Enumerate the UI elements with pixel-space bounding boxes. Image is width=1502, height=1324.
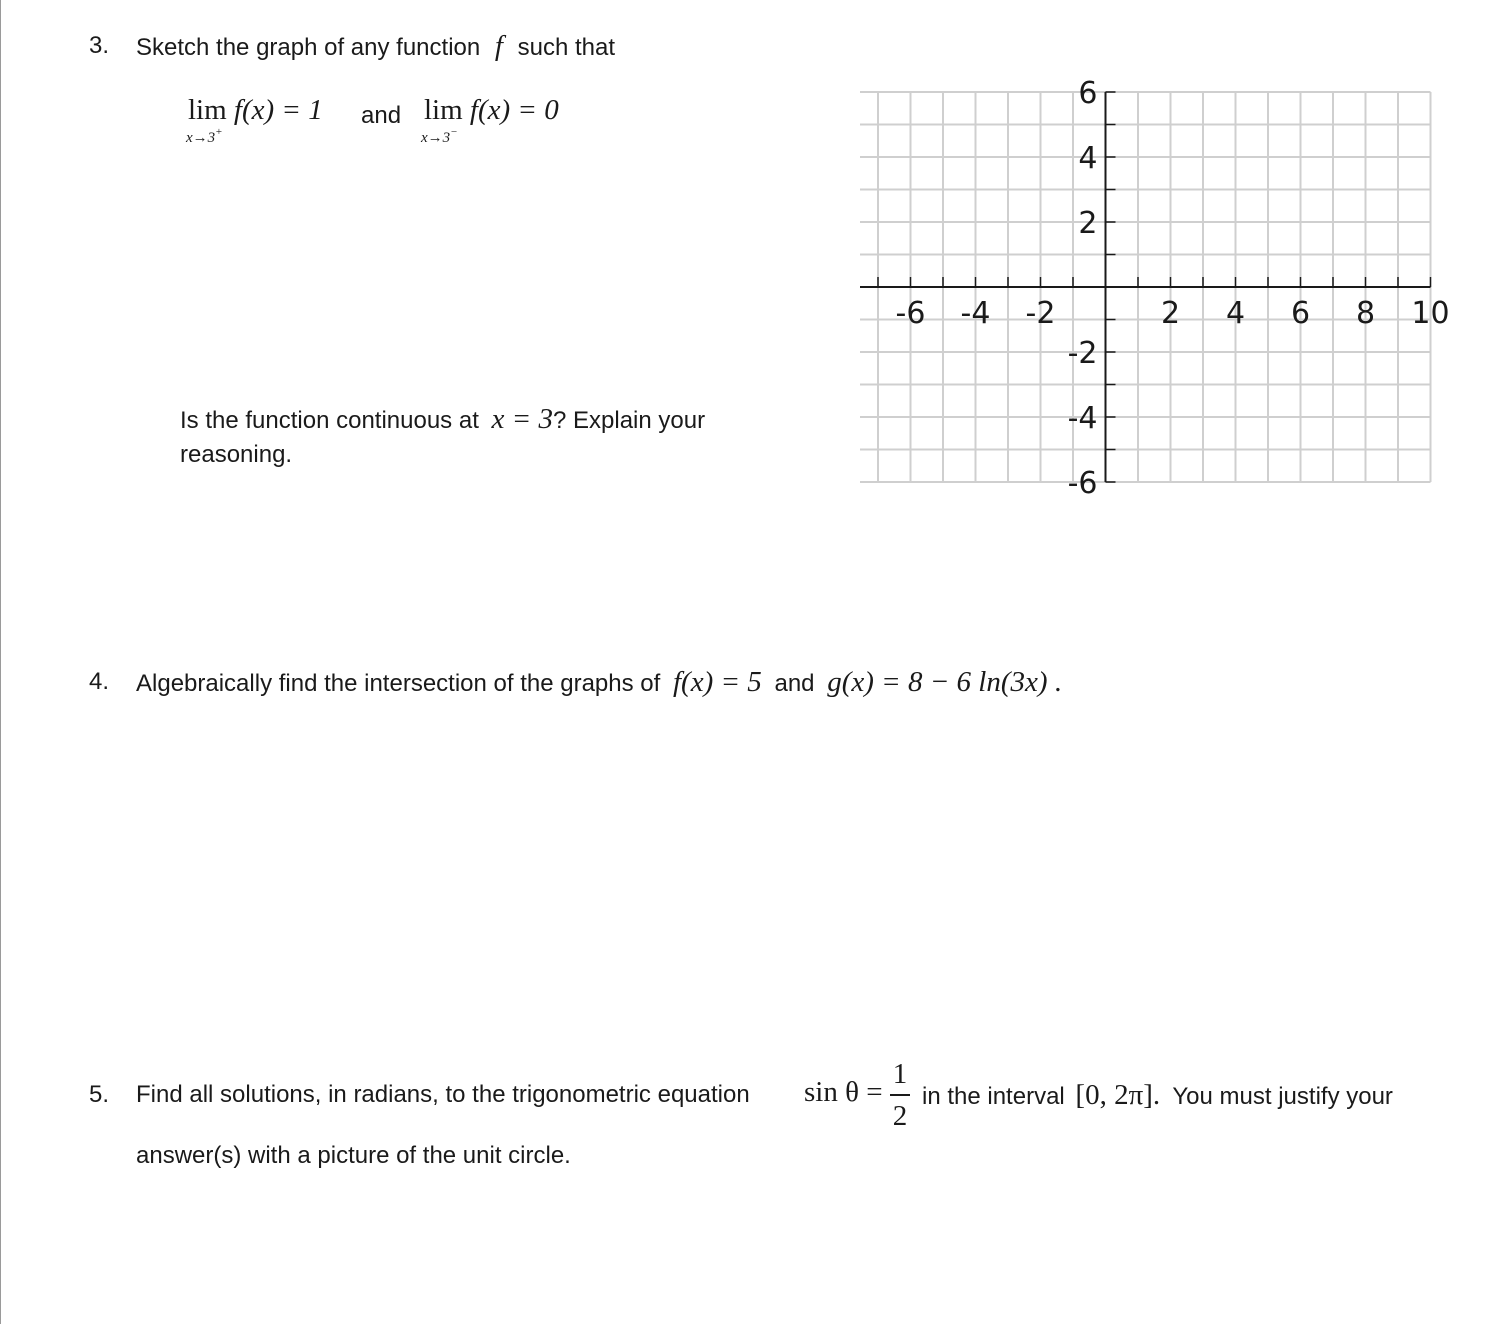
x-tick-label: -4 (960, 296, 991, 331)
q3-number: 3. (89, 32, 110, 59)
x-tick-label: 2 (1160, 296, 1181, 331)
q3-and: and (361, 102, 402, 129)
q3-prompt-text: Sketch the graph of any function (136, 34, 481, 61)
q3-continuity-eq: x = 3 (491, 403, 553, 435)
q3-limit2-approach-text: x→3 (421, 130, 451, 146)
q4-and: and (774, 670, 815, 697)
x-tick-label: 4 (1225, 296, 1246, 331)
y-tick-label: 6 (1078, 80, 1098, 111)
x-tick-label: -2 (1025, 296, 1056, 331)
y-tick-label: -4 (1067, 401, 1098, 436)
q3-limit2-side: − (450, 126, 458, 138)
x-tick-label: 6 (1290, 296, 1311, 331)
q3-limit1-approach (186, 126, 223, 147)
q3-continuity-line2: reasoning. (180, 441, 293, 468)
q3-limit2-expr: f(x) = 0 (469, 94, 559, 126)
q5-prompt: Find all solutions, in radians, to the trigonometric equation (136, 1081, 750, 1108)
q5-middle-text: in the interval (922, 1083, 1065, 1110)
q3-func-var: f (494, 30, 503, 62)
q5-frac-denominator: 2 (892, 1100, 908, 1132)
page-border (0, 0, 1, 1324)
q3-limit1-side: + (215, 126, 223, 138)
q4-g-expr: g(x) = 8 − 6 ln(3x) (827, 666, 1048, 698)
coordinate-grid (860, 80, 1460, 520)
q5-line2: answer(s) with a picture of the unit circle. (136, 1142, 571, 1169)
x-tick-label: -6 (895, 296, 926, 331)
y-tick-label: -6 (1067, 466, 1098, 501)
axes (860, 92, 1431, 482)
y-tick-label: -2 (1067, 336, 1098, 371)
q4-prompt-text: Algebraically find the intersection of the graphs of (136, 670, 661, 697)
q3-prompt-tail: such that (517, 34, 616, 61)
q5-tail: You must justify your (1172, 1083, 1393, 1110)
q3-continuity-text: Is the function continuous at (180, 407, 479, 434)
q4-end: . (1054, 666, 1062, 698)
y-tick-label: 2 (1078, 206, 1098, 241)
q3-limit1-approach-text: x→3 (186, 130, 216, 146)
q4-f-expr: f(x) = 5 (672, 666, 762, 698)
q3-limit2 (424, 96, 559, 124)
q3-prompt (136, 32, 615, 62)
q5-sin-lhs: sin θ = (804, 1076, 883, 1108)
q5-middle (922, 1081, 1393, 1111)
q3-limit1-expr: f(x) = 1 (233, 94, 323, 126)
q5-number: 5. (89, 1081, 110, 1108)
q3-continuity-tail: ? Explain your (553, 407, 706, 434)
q4-prompt (136, 668, 1061, 698)
q4-number: 4. (89, 668, 110, 695)
q3-limit2-approach (421, 126, 458, 147)
q5-frac-numerator: 1 (892, 1058, 908, 1090)
q3-continuity-question (180, 405, 705, 435)
y-tick-label: 4 (1078, 141, 1098, 176)
x-tick-label: 8 (1355, 296, 1376, 331)
q3-limit1-op: lim (188, 94, 227, 126)
q5-frac-bar (890, 1094, 910, 1096)
q5-interval: [0, 2π]. (1075, 1079, 1161, 1111)
q3-limit1 (188, 96, 323, 124)
q3-limit2-op: lim (424, 94, 463, 126)
x-tick-label: 10 (1411, 296, 1450, 331)
